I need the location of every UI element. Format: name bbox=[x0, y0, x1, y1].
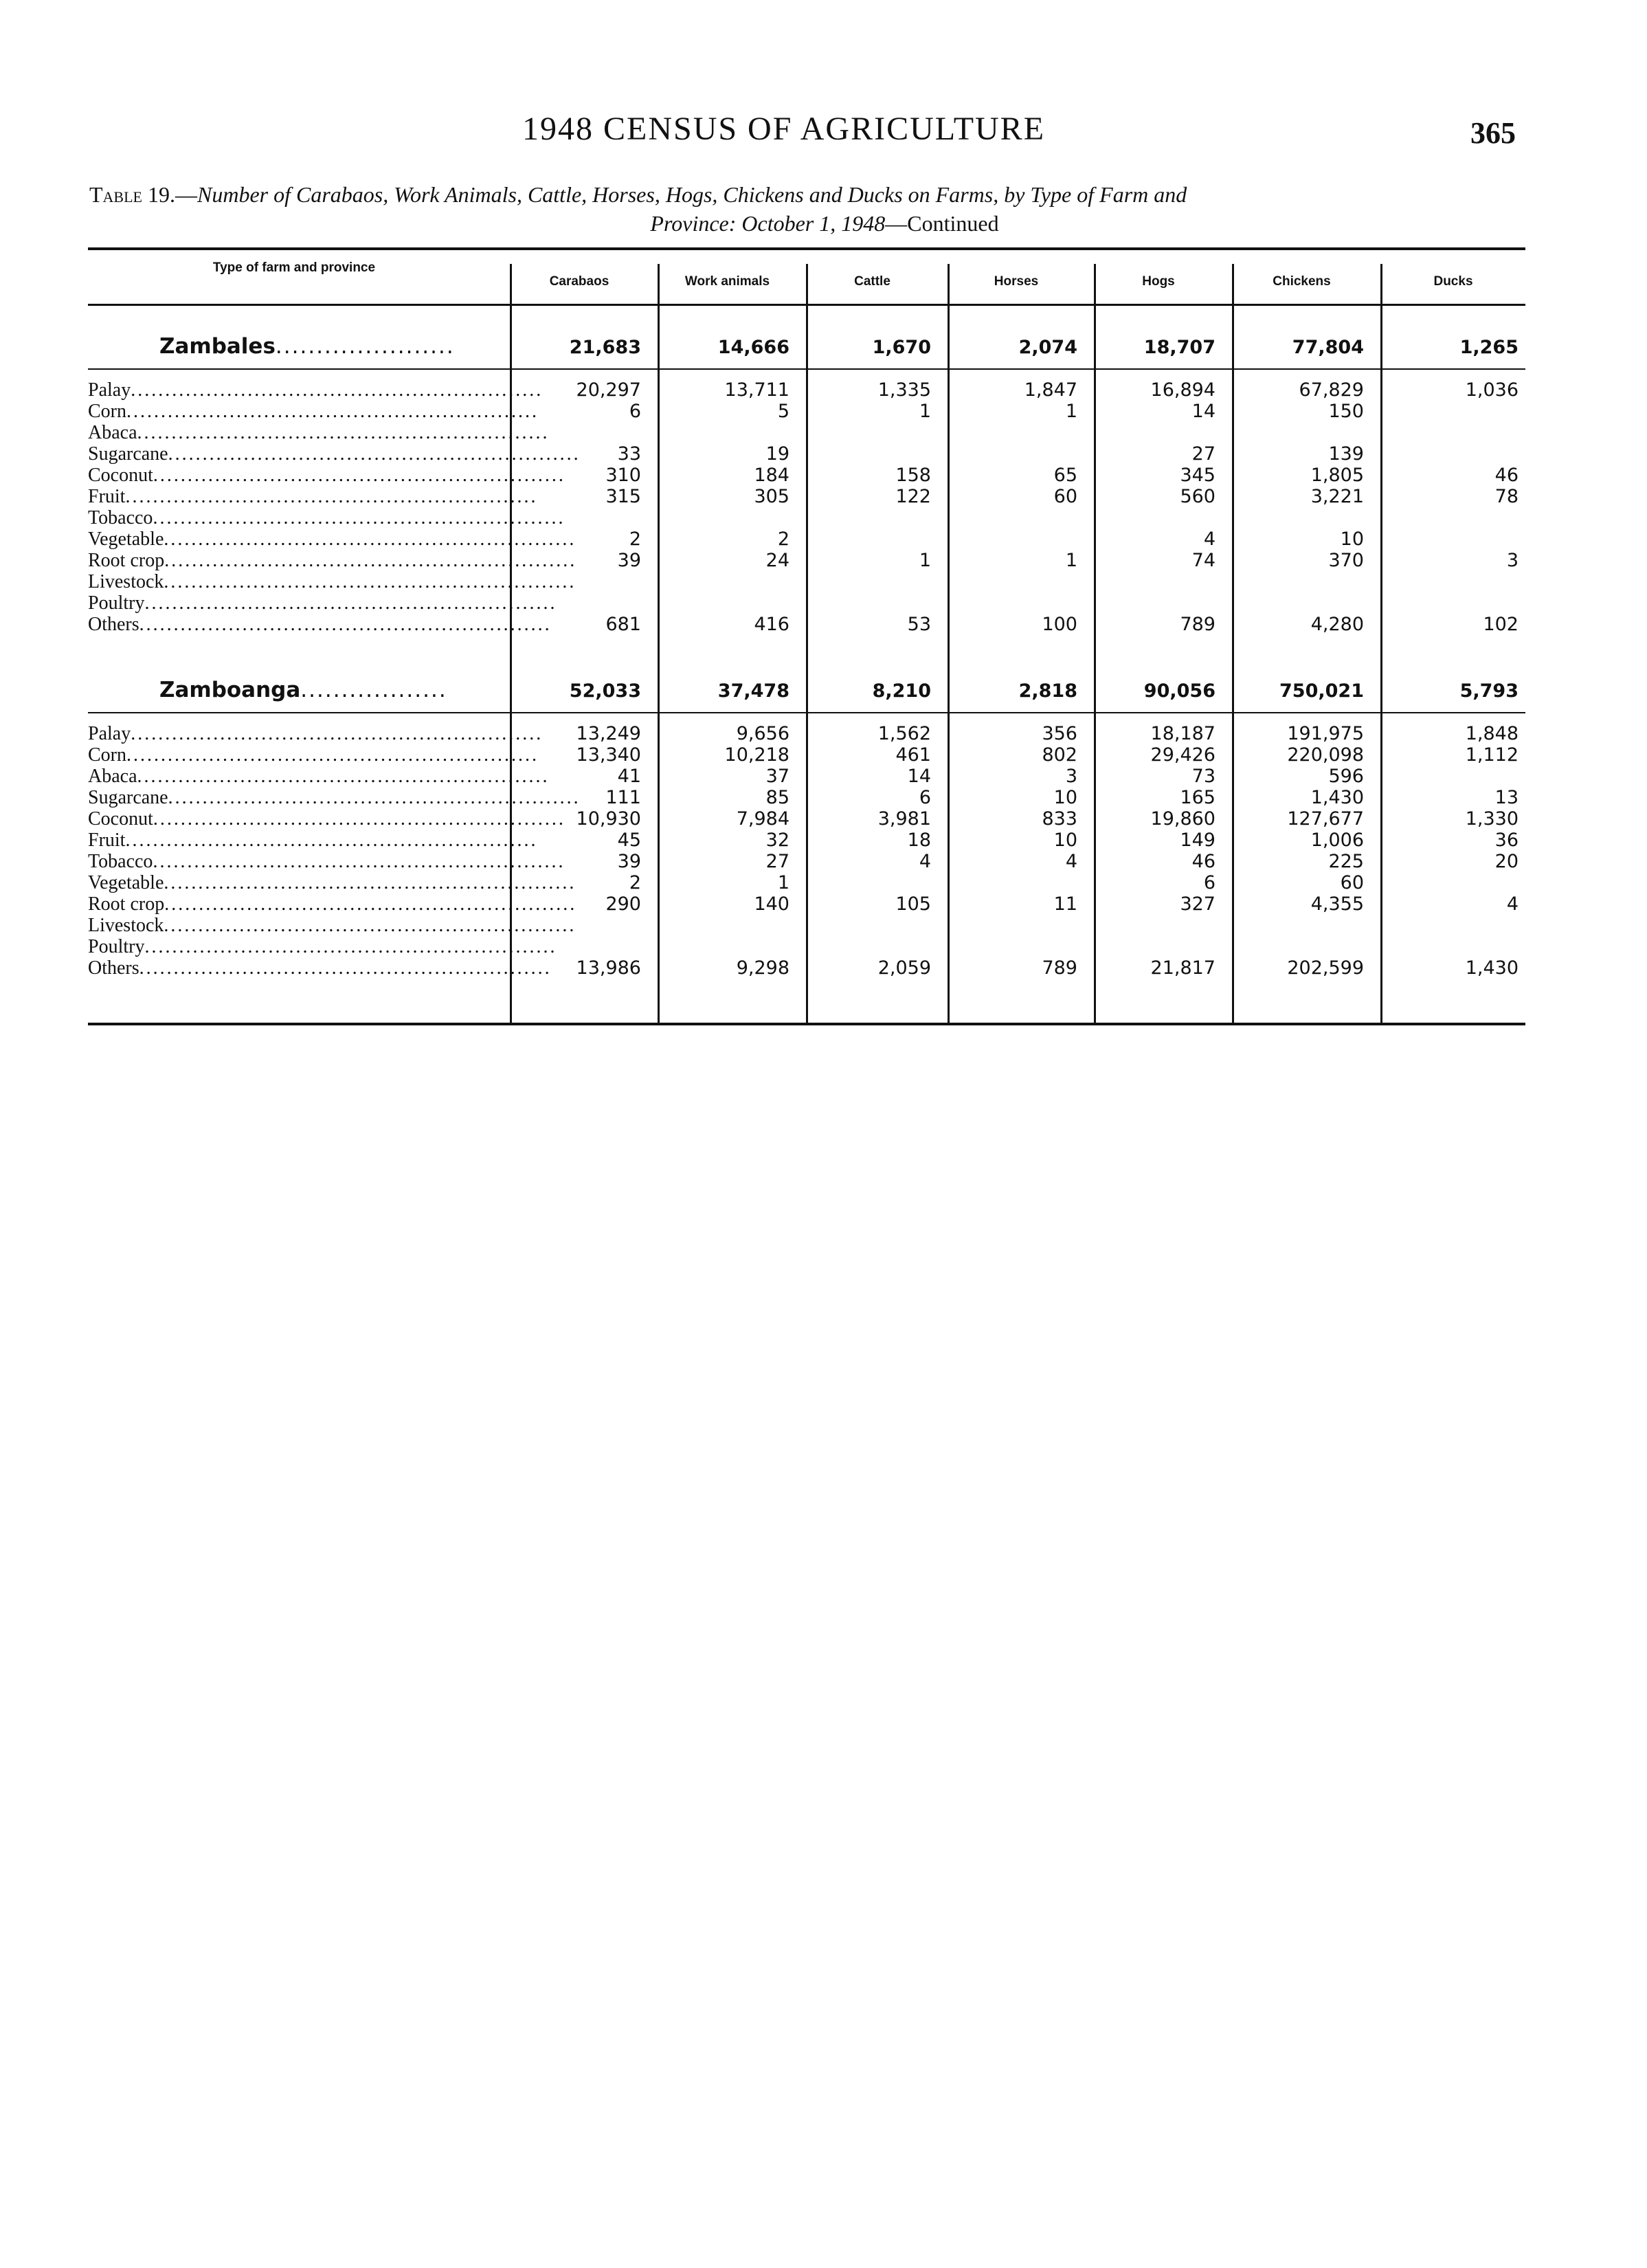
cell-value: 1,112 bbox=[1465, 744, 1519, 766]
farm-type-text: Livestock bbox=[88, 571, 164, 592]
farm-type-text: Tobacco bbox=[88, 851, 153, 872]
cell-value: 39 bbox=[617, 550, 641, 571]
cell-value: 10 bbox=[1340, 529, 1364, 550]
farm-type-text: Vegetable bbox=[88, 872, 164, 893]
farm-type-label bbox=[88, 422, 550, 443]
farm-type-label bbox=[88, 486, 538, 507]
province-total-value: 77,804 bbox=[1292, 337, 1364, 358]
cell-value: 13,249 bbox=[576, 723, 641, 744]
province-total-value: 18,707 bbox=[1143, 337, 1215, 358]
cell-value: 4 bbox=[1065, 851, 1077, 872]
cell-value: 789 bbox=[1042, 957, 1077, 979]
leader-dots: ............................................................ bbox=[144, 592, 557, 614]
table-row bbox=[88, 872, 1525, 893]
cell-value: 73 bbox=[1191, 766, 1215, 787]
province-total-value: 8,210 bbox=[872, 680, 931, 702]
data-table bbox=[88, 247, 1525, 1031]
table-row bbox=[88, 744, 1525, 766]
page-title: 1948 CENSUS OF AGRICULTURE bbox=[522, 111, 1046, 147]
cell-value: 14 bbox=[1191, 401, 1215, 422]
farm-type-text: Palay bbox=[88, 723, 131, 744]
cell-value: 6 bbox=[919, 787, 931, 808]
cell-value: 46 bbox=[1494, 465, 1519, 486]
cell-value: 165 bbox=[1180, 787, 1215, 808]
cell-value: 345 bbox=[1180, 465, 1215, 486]
column-header: Carabaos bbox=[549, 274, 609, 289]
cell-value: 560 bbox=[1180, 486, 1215, 507]
farm-type-label bbox=[88, 787, 581, 808]
leader-dots: ............................................................ bbox=[168, 443, 581, 465]
caption-title: Number of Carabaos, Work Animals, Cattle, Horses, Hogs, Chickens and Ducks on Farms, by Type of Farm and bbox=[197, 182, 1187, 207]
column-header: Ducks bbox=[1433, 274, 1473, 289]
caption-dash: — bbox=[175, 182, 197, 207]
farm-type-text: Sugarcane bbox=[88, 443, 168, 465]
cell-value: 370 bbox=[1328, 550, 1364, 571]
leader-dots: ............................................................ bbox=[164, 872, 576, 893]
cell-value: 1 bbox=[919, 401, 931, 422]
column-header: Hogs bbox=[1142, 274, 1175, 289]
farm-type-text: Tobacco bbox=[88, 507, 153, 529]
farm-type-label bbox=[88, 893, 577, 915]
cell-value: 20,297 bbox=[576, 379, 641, 401]
cell-value: 184 bbox=[754, 465, 789, 486]
province-name bbox=[159, 678, 447, 702]
cell-value: 122 bbox=[895, 486, 931, 507]
farm-type-label bbox=[88, 766, 550, 787]
cell-value: 19 bbox=[765, 443, 789, 465]
province-total-value: 21,683 bbox=[569, 337, 641, 358]
caption-line-2 bbox=[89, 209, 1532, 238]
farm-type-label bbox=[88, 957, 552, 979]
table-row bbox=[88, 550, 1525, 571]
cell-value: 1 bbox=[1065, 401, 1077, 422]
table-row bbox=[88, 893, 1525, 915]
table-row bbox=[88, 766, 1525, 787]
farm-type-label bbox=[88, 915, 576, 936]
farm-type-text: Corn bbox=[88, 401, 126, 422]
cell-value: 1,335 bbox=[877, 379, 931, 401]
cell-value: 9,656 bbox=[736, 723, 789, 744]
column-header: Horses bbox=[994, 274, 1039, 289]
cell-value: 1,330 bbox=[1465, 808, 1519, 830]
cell-value: 139 bbox=[1328, 443, 1364, 465]
column-header: Work animals bbox=[684, 274, 770, 289]
farm-type-text: Fruit bbox=[88, 830, 126, 851]
page-number: 365 bbox=[1470, 116, 1516, 150]
table-row bbox=[88, 465, 1525, 486]
cell-value: 27 bbox=[765, 851, 789, 872]
cell-value: 10,218 bbox=[724, 744, 789, 766]
province-total-value: 750,021 bbox=[1279, 680, 1364, 702]
cell-value: 14 bbox=[907, 766, 931, 787]
farm-type-text: Root crop bbox=[88, 893, 165, 915]
province-total-value: 5,793 bbox=[1459, 680, 1519, 702]
province-total-value: 52,033 bbox=[569, 680, 641, 702]
farm-type-label bbox=[88, 936, 557, 957]
leader-dots: ............................................................ bbox=[164, 893, 577, 915]
cell-value: 13,340 bbox=[576, 744, 641, 766]
province-total-row bbox=[88, 674, 1525, 707]
table-row bbox=[88, 936, 1525, 957]
cell-value: 1,805 bbox=[1310, 465, 1364, 486]
cell-value: 46 bbox=[1191, 851, 1215, 872]
leader-dots: ............................................................ bbox=[139, 614, 552, 635]
table-top-rule bbox=[88, 247, 1525, 250]
column-header: Cattle bbox=[854, 274, 890, 289]
farm-type-text: Fruit bbox=[88, 486, 126, 507]
leader-dots: ............................................................ bbox=[125, 830, 538, 851]
cell-value: 2 bbox=[777, 529, 789, 550]
leader-dots: ............................................................ bbox=[126, 401, 539, 422]
cell-value: 191,975 bbox=[1287, 723, 1364, 744]
province-name bbox=[159, 334, 455, 359]
cell-value: 225 bbox=[1328, 851, 1364, 872]
province-name-text: Zamboanga bbox=[159, 678, 301, 702]
cell-value: 105 bbox=[895, 893, 931, 915]
cell-value: 36 bbox=[1494, 830, 1519, 851]
table-row bbox=[88, 787, 1525, 808]
farm-type-label bbox=[88, 723, 544, 744]
leader-dots: ............................................................ bbox=[131, 723, 544, 744]
total-rule bbox=[88, 368, 1525, 370]
column-header: Type of farm and province bbox=[212, 260, 376, 275]
cell-value: 111 bbox=[605, 787, 641, 808]
leader-dots: .................. bbox=[300, 678, 447, 702]
cell-value: 681 bbox=[605, 614, 641, 635]
table-caption bbox=[89, 180, 1532, 238]
leader-dots: ............................................................ bbox=[164, 571, 576, 592]
cell-value: 5 bbox=[777, 401, 789, 422]
province-total-row bbox=[88, 330, 1525, 363]
cell-value: 3 bbox=[1506, 550, 1519, 571]
table-row bbox=[88, 443, 1525, 465]
leader-dots: ............................................................ bbox=[164, 529, 576, 550]
cell-value: 65 bbox=[1053, 465, 1077, 486]
province-total-value: 90,056 bbox=[1143, 680, 1215, 702]
table-row bbox=[88, 379, 1525, 401]
farm-type-text: Palay bbox=[88, 379, 131, 401]
farm-type-label bbox=[88, 507, 565, 529]
table-row bbox=[88, 723, 1525, 744]
table-bottom-rule bbox=[88, 1023, 1525, 1025]
leader-dots: ............................................................ bbox=[126, 744, 539, 766]
farm-type-text: Corn bbox=[88, 744, 126, 766]
leader-dots: ............................................................ bbox=[144, 936, 557, 957]
province-total-value: 2,074 bbox=[1018, 337, 1077, 358]
farm-type-label bbox=[88, 744, 539, 766]
cell-value: 2 bbox=[629, 529, 641, 550]
column-header: Chickens bbox=[1273, 274, 1331, 289]
table-row bbox=[88, 401, 1525, 422]
leader-dots: ............................................................ bbox=[153, 465, 565, 486]
table-row bbox=[88, 422, 1525, 443]
cell-value: 16,894 bbox=[1150, 379, 1215, 401]
cell-value: 102 bbox=[1483, 614, 1519, 635]
farm-type-text: Coconut bbox=[88, 465, 153, 486]
leader-dots: ............................................................ bbox=[153, 808, 565, 830]
cell-value: 37 bbox=[765, 766, 789, 787]
table-row bbox=[88, 957, 1525, 979]
cell-value: 1,036 bbox=[1465, 379, 1519, 401]
cell-value: 33 bbox=[617, 443, 641, 465]
cell-value: 100 bbox=[1042, 614, 1077, 635]
farm-type-label bbox=[88, 614, 552, 635]
cell-value: 1,430 bbox=[1310, 787, 1364, 808]
cell-value: 158 bbox=[895, 465, 931, 486]
province-total-value: 14,666 bbox=[717, 337, 789, 358]
province-total-value: 2,818 bbox=[1018, 680, 1077, 702]
cell-value: 1,430 bbox=[1465, 957, 1519, 979]
table-row bbox=[88, 808, 1525, 830]
farm-type-text: Sugarcane bbox=[88, 787, 168, 808]
farm-type-text: Vegetable bbox=[88, 529, 164, 550]
cell-value: 3,981 bbox=[877, 808, 931, 830]
table-row bbox=[88, 851, 1525, 872]
farm-type-label bbox=[88, 465, 565, 486]
leader-dots: ............................................................ bbox=[153, 851, 565, 872]
farm-type-label bbox=[88, 808, 565, 830]
cell-value: 1,006 bbox=[1310, 830, 1364, 851]
cell-value: 53 bbox=[907, 614, 931, 635]
leader-dots: ............................................................ bbox=[137, 766, 550, 787]
table-row bbox=[88, 915, 1525, 936]
cell-value: 461 bbox=[895, 744, 931, 766]
leader-dots: ............................................................ bbox=[164, 915, 576, 936]
cell-value: 1,562 bbox=[877, 723, 931, 744]
cell-value: 85 bbox=[765, 787, 789, 808]
cell-value: 18,187 bbox=[1150, 723, 1215, 744]
cell-value: 27 bbox=[1191, 443, 1215, 465]
cell-value: 140 bbox=[754, 893, 789, 915]
cell-value: 20 bbox=[1494, 851, 1519, 872]
cell-value: 202,599 bbox=[1287, 957, 1364, 979]
table-row bbox=[88, 830, 1525, 851]
cell-value: 18 bbox=[907, 830, 931, 851]
farm-type-text: Coconut bbox=[88, 808, 153, 830]
table-row bbox=[88, 507, 1525, 529]
farm-type-text: Root crop bbox=[88, 550, 165, 571]
cell-value: 1 bbox=[919, 550, 931, 571]
cell-value: 1 bbox=[777, 872, 789, 893]
cell-value: 13,986 bbox=[576, 957, 641, 979]
farm-type-text: Abaca bbox=[88, 766, 137, 787]
cell-value: 7,984 bbox=[736, 808, 789, 830]
cell-value: 67,829 bbox=[1299, 379, 1364, 401]
leader-dots: ............................................................ bbox=[125, 486, 538, 507]
farm-type-label bbox=[88, 872, 576, 893]
farm-type-label bbox=[88, 592, 557, 614]
leader-dots: ............................................................ bbox=[153, 507, 565, 529]
cell-value: 39 bbox=[617, 851, 641, 872]
farm-type-label bbox=[88, 529, 576, 550]
farm-type-label bbox=[88, 401, 539, 422]
leader-dots: ............................................................ bbox=[168, 787, 581, 808]
cell-value: 6 bbox=[1203, 872, 1215, 893]
farm-type-text: Livestock bbox=[88, 915, 164, 936]
cell-value: 10 bbox=[1053, 787, 1077, 808]
table-row bbox=[88, 529, 1525, 550]
cell-value: 13,711 bbox=[724, 379, 789, 401]
leader-dots: ............................................................ bbox=[137, 422, 550, 443]
farm-type-text: Poultry bbox=[88, 592, 145, 614]
cell-value: 74 bbox=[1191, 550, 1215, 571]
cell-value: 6 bbox=[629, 401, 641, 422]
cell-value: 2 bbox=[629, 872, 641, 893]
farm-type-label bbox=[88, 550, 577, 571]
cell-value: 4 bbox=[1203, 529, 1215, 550]
cell-value: 327 bbox=[1180, 893, 1215, 915]
table-row bbox=[88, 571, 1525, 592]
cell-value: 1 bbox=[1065, 550, 1077, 571]
leader-dots: ............................................................ bbox=[131, 379, 544, 401]
farm-type-text: Poultry bbox=[88, 936, 145, 957]
cell-value: 29,426 bbox=[1150, 744, 1215, 766]
farm-type-text: Abaca bbox=[88, 422, 137, 443]
cell-value: 1,847 bbox=[1024, 379, 1077, 401]
cell-value: 220,098 bbox=[1287, 744, 1364, 766]
farm-type-label bbox=[88, 830, 538, 851]
farm-type-label bbox=[88, 851, 565, 872]
province-total-value: 1,265 bbox=[1459, 337, 1519, 358]
cell-value: 4 bbox=[1506, 893, 1519, 915]
cell-value: 60 bbox=[1053, 486, 1077, 507]
cell-value: 9,298 bbox=[736, 957, 789, 979]
cell-value: 21,817 bbox=[1150, 957, 1215, 979]
farm-type-label bbox=[88, 443, 581, 465]
table-row bbox=[88, 614, 1525, 635]
province-total-value: 37,478 bbox=[717, 680, 789, 702]
farm-type-label bbox=[88, 571, 576, 592]
cell-value: 3 bbox=[1065, 766, 1077, 787]
cell-value: 127,677 bbox=[1287, 808, 1364, 830]
cell-value: 32 bbox=[765, 830, 789, 851]
cell-value: 24 bbox=[765, 550, 789, 571]
cell-value: 356 bbox=[1042, 723, 1077, 744]
leader-dots: ............................................................ bbox=[164, 550, 577, 571]
cell-value: 1,848 bbox=[1465, 723, 1519, 744]
cell-value: 150 bbox=[1328, 401, 1364, 422]
province-total-value: 1,670 bbox=[872, 337, 931, 358]
table-row bbox=[88, 486, 1525, 507]
cell-value: 10 bbox=[1053, 830, 1077, 851]
cell-value: 416 bbox=[754, 614, 789, 635]
leader-dots: ............................................................ bbox=[139, 957, 552, 979]
cell-value: 78 bbox=[1494, 486, 1519, 507]
province-name-text: Zambales bbox=[159, 334, 276, 359]
cell-value: 19,860 bbox=[1150, 808, 1215, 830]
cell-value: 11 bbox=[1053, 893, 1077, 915]
cell-value: 4,355 bbox=[1310, 893, 1364, 915]
farm-type-label bbox=[88, 379, 544, 401]
cell-value: 305 bbox=[754, 486, 789, 507]
cell-value: 10,930 bbox=[576, 808, 641, 830]
cell-value: 4 bbox=[919, 851, 931, 872]
farm-type-text: Others bbox=[88, 614, 139, 635]
cell-value: 13 bbox=[1494, 787, 1519, 808]
leader-dots: ...................... bbox=[275, 334, 455, 359]
cell-value: 149 bbox=[1180, 830, 1215, 851]
cell-value: 3,221 bbox=[1310, 486, 1364, 507]
table-row bbox=[88, 592, 1525, 614]
caption-lead: Table 19. bbox=[89, 182, 175, 207]
cell-value: 802 bbox=[1042, 744, 1077, 766]
cell-value: 290 bbox=[605, 893, 641, 915]
cell-value: 833 bbox=[1042, 808, 1077, 830]
cell-value: 4,280 bbox=[1310, 614, 1364, 635]
cell-value: 41 bbox=[617, 766, 641, 787]
page-header bbox=[0, 110, 1647, 158]
caption-suffix: —Continued bbox=[885, 211, 999, 236]
cell-value: 596 bbox=[1328, 766, 1364, 787]
cell-value: 315 bbox=[605, 486, 641, 507]
farm-type-text: Others bbox=[88, 957, 139, 979]
caption-title-2: Province: October 1, 1948 bbox=[650, 211, 886, 236]
cell-value: 310 bbox=[605, 465, 641, 486]
cell-value: 60 bbox=[1340, 872, 1364, 893]
cell-value: 789 bbox=[1180, 614, 1215, 635]
cell-value: 45 bbox=[617, 830, 641, 851]
total-rule bbox=[88, 712, 1525, 713]
cell-value: 2,059 bbox=[877, 957, 931, 979]
